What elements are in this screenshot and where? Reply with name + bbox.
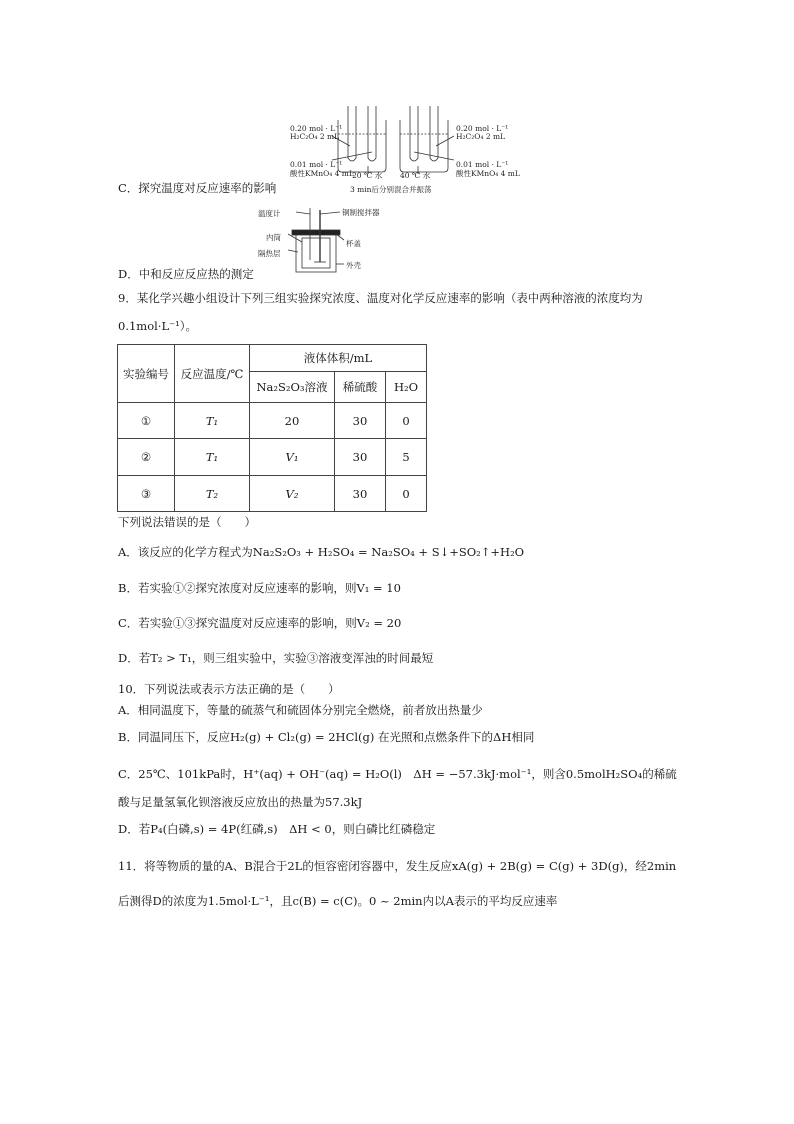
q10-option-c-line1: C．25℃、101kPa时，H⁺(aq) + OH⁻(aq) = H₂O(l) ΔH = −57.3kJ·mol⁻¹，则含0.5molH₂SO₄的稀硫 bbox=[118, 767, 677, 781]
q9-prompt: 下列说法错误的是（ ） bbox=[118, 515, 256, 529]
cell-water: 0 bbox=[386, 476, 427, 512]
cell-no: ③ bbox=[118, 476, 175, 512]
figure-d-calorimeter bbox=[256, 204, 386, 276]
experiment-table bbox=[117, 344, 427, 512]
fig-c-caption: 3 min后分别混合并振荡 bbox=[350, 185, 432, 194]
fig-c-left-bot1: 0.01 mol · L⁻¹ bbox=[290, 160, 343, 169]
fig-c-left-water: 20 ℃ 水 bbox=[352, 171, 383, 180]
cell-na: V₁ bbox=[250, 439, 335, 476]
header-dilute-h2so4: 稀硫酸 bbox=[335, 372, 386, 403]
q11-line2: 后测得D的浓度为1.5mol·L⁻¹，且c(B) = c(C)。0 ~ 2min内以A表示的平均反应速率 bbox=[118, 894, 558, 908]
cell-acid: 30 bbox=[335, 403, 386, 439]
fig-d-stirrer: 铜制搅拌器 bbox=[342, 208, 380, 217]
fig-c-left-bot2: 酸性KMnO₄ 4 mL bbox=[290, 169, 354, 178]
figure-c-beakers bbox=[288, 100, 520, 196]
q9-option-b: B．若实验①②探究浓度对反应速率的影响，则V₁ = 10 bbox=[118, 581, 401, 595]
cell-na: V₂ bbox=[250, 476, 335, 512]
fig-c-right-top2: H₂C₂O₄ 2 mL bbox=[456, 132, 506, 141]
fig-c-right-top1: 0.20 mol · L⁻¹ bbox=[456, 124, 509, 133]
fig-d-outer: 外壳 bbox=[346, 261, 361, 270]
cell-water: 0 bbox=[386, 403, 427, 439]
q9-option-a: A．该反应的化学方程式为Na₂S₂O₃ + H₂SO₄ = Na₂SO₄ + S↓+SO₂↑+H₂O bbox=[118, 545, 525, 559]
q11-line1: 11．将等物质的量的A、B混合于2L的恒容密闭容器中，发生反应xA(g) + 2B(g) = C(g) + 3D(g)，经2min bbox=[118, 859, 677, 873]
cell-acid: 30 bbox=[335, 439, 386, 476]
fig-d-insulation: 隔热层 bbox=[258, 249, 281, 258]
header-na2s2o3: Na₂S₂O₃溶液 bbox=[250, 372, 335, 403]
q10-option-a: A．相同温度下，等量的硫蒸气和硫固体分别完全燃烧，前者放出热量少 bbox=[118, 703, 483, 717]
cell-temp: T₁ bbox=[175, 439, 250, 476]
q9-option-c: C．若实验①③探究温度对反应速率的影响，则V₂ = 20 bbox=[118, 616, 402, 630]
table-row bbox=[118, 476, 427, 512]
q10-stem: 10．下列说法或表示方法正确的是（ ） bbox=[118, 682, 340, 696]
fig-c-right-bot1: 0.01 mol · L⁻¹ bbox=[456, 160, 509, 169]
q9-stem-line2: 0.1mol·L⁻¹）。 bbox=[118, 319, 198, 333]
cell-na: 20 bbox=[250, 403, 335, 439]
table-row bbox=[118, 403, 427, 439]
header-water: H₂O bbox=[386, 372, 427, 403]
header-liquid-volume: 液体体积/mL bbox=[250, 345, 427, 372]
q10-option-d: D．若P₄(白磷,s) = 4P(红磷,s) ΔH < 0，则白磷比红磷稳定 bbox=[118, 822, 436, 836]
fig-c-right-water: 40 ℃ 水 bbox=[400, 171, 431, 180]
cell-water: 5 bbox=[386, 439, 427, 476]
fig-c-left-top1: 0.20 mol · L⁻¹ bbox=[290, 124, 343, 133]
fig-c-right-bot2: 酸性KMnO₄ 4 mL bbox=[456, 169, 520, 178]
q9-stem-line1: 9．某化学兴趣小组设计下列三组实验探究浓度、温度对化学反应速率的影响（表中两种溶液的浓度均为 bbox=[118, 291, 643, 305]
header-experiment-no: 实验编号 bbox=[118, 345, 175, 403]
fig-d-thermometer: 温度计 bbox=[258, 209, 281, 218]
cell-acid: 30 bbox=[335, 476, 386, 512]
option-d-text: D．中和反应反应热的测定 bbox=[118, 267, 254, 281]
beaker-diagram bbox=[288, 100, 498, 196]
q9-option-d: D．若T₂ > T₁，则三组实验中，实验③溶液变浑浊的时间最短 bbox=[118, 651, 434, 665]
q10-option-c-line2: 酸与足量氢氧化钡溶液反应放出的热量为57.3kJ bbox=[118, 795, 363, 809]
cell-temp: T₂ bbox=[175, 476, 250, 512]
header-temperature: 反应温度/℃ bbox=[175, 345, 250, 403]
fig-d-lid: 杯盖 bbox=[346, 239, 361, 248]
table-row bbox=[118, 439, 427, 476]
q10-option-b: B．同温同压下，反应H₂(g) + Cl₂(g) = 2HCl(g) 在光照和点燃条件下的ΔH相同 bbox=[118, 730, 535, 744]
cell-no: ② bbox=[118, 439, 175, 476]
fig-c-left-top2: H₂C₂O₄ 2 mL bbox=[290, 132, 340, 141]
fig-d-inner: 内筒 bbox=[266, 233, 281, 242]
option-c-text: C．探究温度对反应速率的影响 bbox=[118, 181, 277, 195]
cell-temp: T₁ bbox=[175, 403, 250, 439]
cell-no: ① bbox=[118, 403, 175, 439]
